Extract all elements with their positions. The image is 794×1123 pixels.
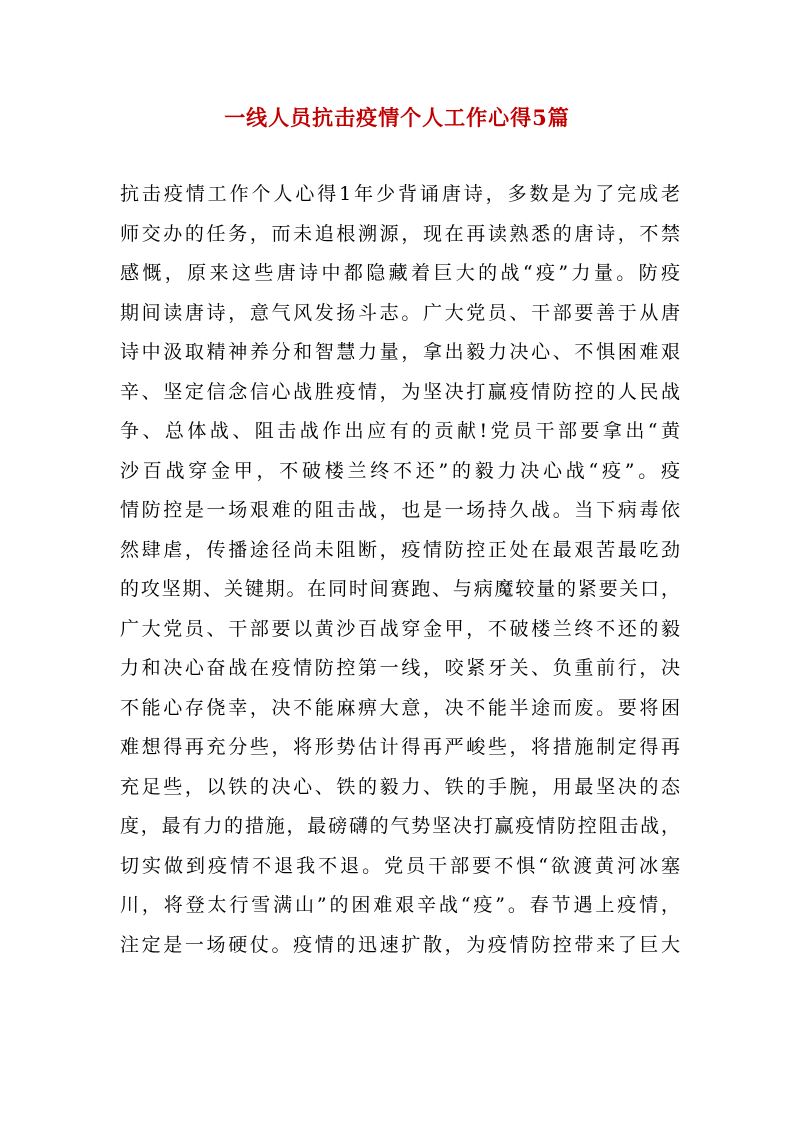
paragraph-line: 情防控是一场艰难的阻击战，也是一场持久战。当下病毒依 bbox=[120, 499, 680, 521]
paragraph-line: 抗击疫情工作个人心得1年少背诵唐诗，多数是为了完成老 bbox=[120, 183, 680, 205]
paragraph-line: 沙百战穿金甲，不破楼兰终不还”的毅力决心战“疫”。疫 bbox=[120, 459, 680, 482]
document-title: 一线人员抗击疫情个人工作心得5篇 bbox=[224, 105, 570, 130]
paragraph-line: 期间读唐诗，意气风发扬斗志。广大党员、干部要善于从唐 bbox=[120, 301, 680, 324]
paragraph-line: 切实做到疫情不退我不退。党员干部要不惧“欲渡黄河冰塞 bbox=[120, 854, 680, 877]
paragraph-line: 辛、坚定信念信心战胜疫情，为坚决打赢疫情防控的人民战 bbox=[120, 380, 680, 403]
document-body bbox=[120, 175, 680, 965]
paragraph-line: 川，将登太行雪满山”的困难艰辛战“疫”。春节遇上疫情， bbox=[120, 894, 680, 916]
paragraph-line: 师交办的任务，而未追根溯源，现在再读熟悉的唐诗，不禁 bbox=[120, 222, 680, 245]
paragraph-line: 然肆虐，传播途径尚未阻断，疫情防控正处在最艰苦最吃劲 bbox=[120, 538, 680, 561]
paragraph-line: 争、总体战、阻击战作出应有的贡献!党员干部要拿出“黄 bbox=[120, 420, 680, 442]
paragraph-line: 充足些，以铁的决心、铁的毅力、铁的手腕，用最坚决的态 bbox=[120, 775, 680, 798]
paragraph-line: 难想得再充分些，将形势估计得再严峻些，将措施制定得再 bbox=[120, 736, 680, 758]
paragraph-line: 不能心存侥幸，决不能麻痹大意，决不能半途而废。要将困 bbox=[120, 696, 680, 719]
paragraph-line: 广大党员、干部要以黄沙百战穿金甲，不破楼兰终不还的毅 bbox=[120, 617, 680, 640]
paragraph-line: 的攻坚期、关键期。在同时间赛跑、与病魔较量的紧要关口， bbox=[120, 578, 680, 600]
paragraph-line: 感慨，原来这些唐诗中都隐藏着巨大的战“疫”力量。防疫 bbox=[120, 262, 680, 284]
paragraph-line: 诗中汲取精神养分和智慧力量，拿出毅力决心、不惧困难艰 bbox=[120, 341, 680, 363]
paragraph-line: 度，最有力的措施，最磅礴的气势坚决打赢疫情防控阻击战， bbox=[120, 815, 680, 837]
paragraph-line: 力和决心奋战在疫情防控第一线，咬紧牙关、负重前行，决 bbox=[120, 657, 680, 679]
paragraph-line: 注定是一场硬仗。疫情的迅速扩散，为疫情防控带来了巨大 bbox=[120, 933, 680, 956]
